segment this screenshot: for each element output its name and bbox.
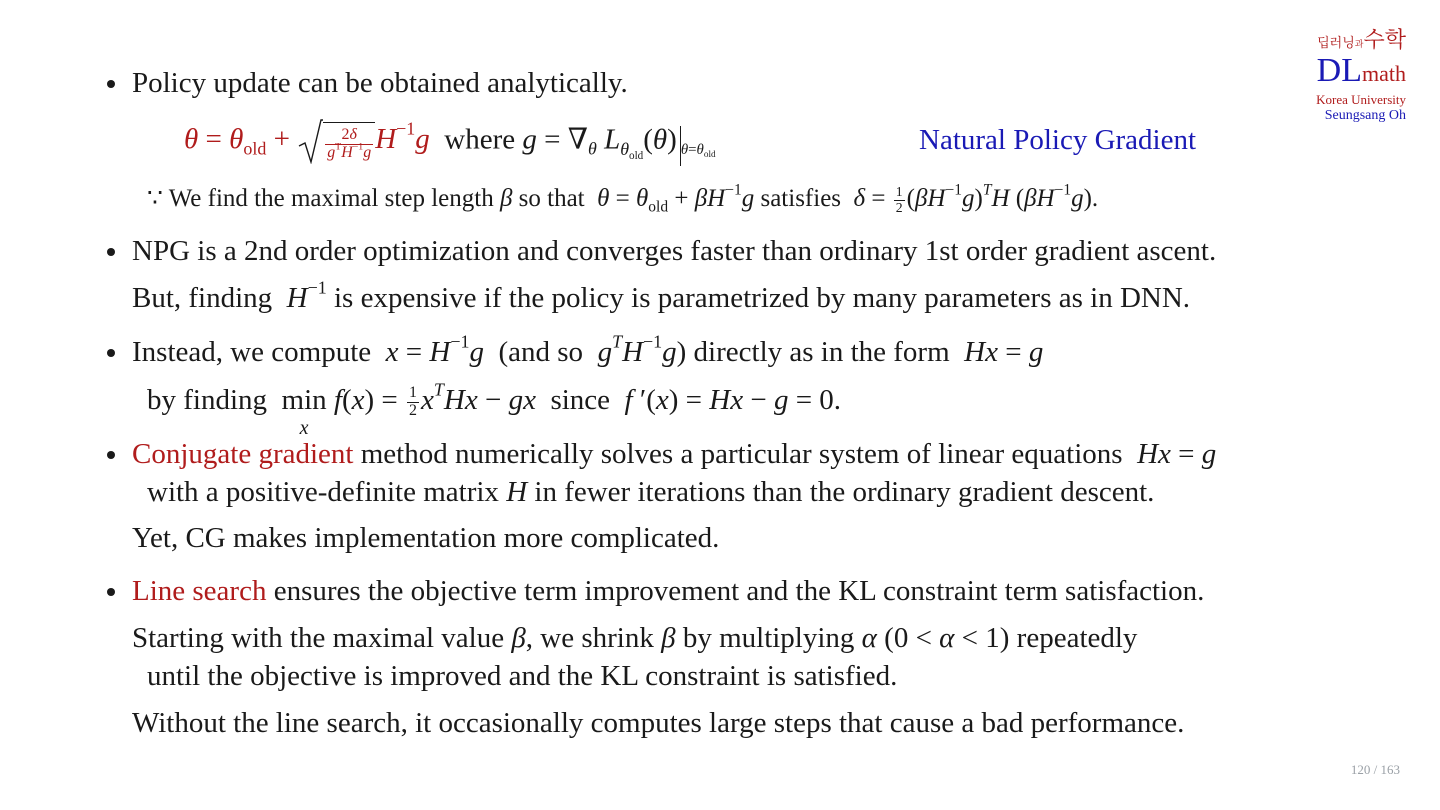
bullet-5-line2: Starting with the maximal value β, we shrink β by multiplying α (0 < α < 1) repeatedly [132, 622, 1138, 654]
logo-korean-c: 수학 [1363, 28, 1406, 53]
bullet-3-dot [107, 349, 115, 357]
logo-korean-a: 딥러닝 [1317, 36, 1355, 51]
bullet-4-dot [107, 451, 115, 459]
bullet-4-line3: Yet, CG makes implementation more complicated. [132, 522, 720, 554]
bullet-5-l2c: by multiplying [682, 622, 855, 654]
bullet-5-line4: Without the line search, it occasionally computes large steps that cause a bad performance. [132, 707, 1185, 739]
logo-korean-b: 과 [1354, 40, 1364, 50]
bullet-3-since: since [550, 384, 611, 416]
bullet-5-l2b: , we shrink [525, 622, 654, 654]
because-text: ∵ We find the maximal step length [147, 185, 494, 212]
bullet-1-text: Policy update can be obtained analytically. [132, 67, 628, 99]
because-line: ∵ We find the maximal step length β so that $\theta = \theta_{old} + \beta H^{-1}g$ satisfies δ = $\frac{1}{2}$ $(\beta H^{-1}g)^TH$ $(\beta H^{-1}g)$. [147, 181, 1099, 216]
bullet-3-line1: Instead, we compute $x = H^{-1}g$ (and so $g^TH^{-1}g$) directly as in the form Hx = g [132, 331, 1044, 368]
sqrt-term: $\frac{2\delta}{g^TH^{-1}g}$ [297, 122, 375, 162]
bullet-5-line3: until the objective is improved and the KL constraint is satisfied. [147, 660, 898, 692]
label-natural-policy-gradient: Natural Policy Gradient [919, 124, 1197, 156]
bullet-2-line1: NPG is a 2nd order optimization and converges faster than ordinary 1st order gradient ascent. [132, 235, 1217, 267]
bullet-2-line2: But, finding $H^{-1}$ is expensive if the policy is parametrized by many parameters as in DNN. [132, 277, 1191, 314]
bullet-2-line2a: But, finding [132, 282, 273, 314]
bullet-4-rest: method numerically solves a particular system of linear equations [360, 438, 1123, 470]
logo [1294, 30, 1406, 124]
bullet-5-line1 [132, 574, 1204, 608]
bullet-3-b: (and so [498, 336, 584, 368]
logo-math-text: math [1362, 61, 1406, 86]
bullet-5-rest: ensures the objective term improvement and the KL constraint term satisfaction. [273, 575, 1205, 607]
page-number: 120 / 163 [1350, 762, 1400, 777]
logo-dl-text: DL [1316, 52, 1362, 89]
bullet-2-line2b: is expensive if the policy is parametrized by many parameters as in DNN. [334, 282, 1191, 314]
bullet-3-a: Instead, we compute [132, 336, 372, 368]
bullet-4-line2a: with a positive-definite matrix [147, 476, 499, 508]
bullet-5-l2d: repeatedly [1016, 622, 1138, 654]
bullet-5-l2a: Starting with the maximal value [132, 622, 505, 654]
bullet-5-dot [107, 588, 115, 596]
so-that-text: so that [518, 185, 585, 212]
npg-formula: $\theta = \theta_{old}$ + $\frac{2\delta}{g^TH^{-1}g}$ $H^{-1}g$ where $g = \nabla_\theta$ $L_{\theta_{old}}(\theta)$ $_{\theta=\theta_{old}}$ [184, 122, 716, 166]
bullet-3-line2: by finding min x f(x) = $\frac{1}{2}$ $x^THx$ − gx since f ′(x) = Hx − g = 0. [147, 379, 842, 439]
bullet-3-c: ) directly as in the form [676, 336, 950, 368]
bullet-2-dot [107, 248, 115, 256]
satisfies-text: satisfies [760, 185, 842, 212]
conjugate-gradient-term: Conjugate gradient [132, 438, 354, 470]
bullet-3-by-finding: by finding [147, 384, 268, 416]
line-search-term: Line search [132, 575, 267, 607]
bullet-1-dot [107, 80, 115, 88]
where-word: where [444, 123, 516, 156]
bullet-4-line1: Conjugate gradient method numerically solves a particular system of linear equations Hx = g [132, 438, 1217, 470]
bullet-4-line2: with a positive-definite matrix H in fewer iterations than the ordinary gradient descent. [147, 476, 1155, 508]
logo-university: Korea University [1316, 92, 1406, 107]
bullet-4-line2b: in fewer iterations than the ordinary gradient descent. [534, 476, 1155, 508]
logo-dl [1294, 52, 1406, 92]
logo-author: Seungsang Oh [1324, 108, 1406, 123]
